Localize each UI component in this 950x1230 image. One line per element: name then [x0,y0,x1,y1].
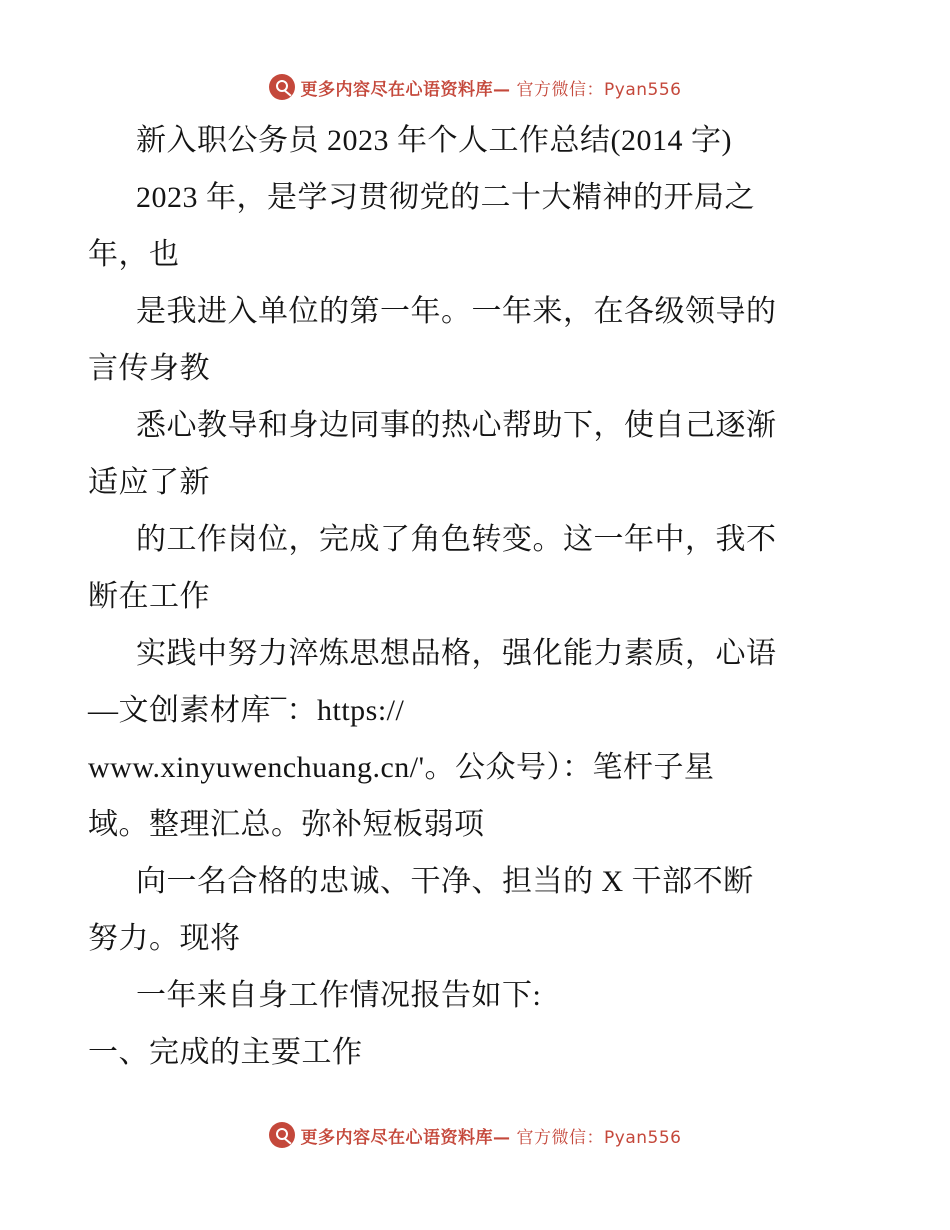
document-paragraph: 域。整理汇总。弥补短板弱项 [88,808,485,841]
document-paragraph: 实践中努力淬炼思想品格，强化能力素质，心语 [136,637,777,670]
document-paragraph-url: www.xinyuwenchuang.cn/'。公众号）：笔杆子星 [88,751,715,784]
document-paragraph: 言传身教 [88,352,210,385]
document-text-body [88,112,878,1081]
document-section-heading: 一、完成的主要工作 [88,1036,363,1069]
watermark-sub-text: 官方微信：Pyan556 [516,1127,682,1148]
document-paragraph: 是我进入单位的第一年。一年来，在各级领导的 [136,295,777,328]
document-paragraph: 悉心教导和身边同事的热心帮助下，使自己逐渐 [136,409,777,442]
document-paragraph: 适应了新 [88,466,210,499]
document-paragraph: 一年来自身工作情况报告如下: [136,979,542,1012]
document-paragraph: 2023 年，是学习贯彻党的二十大精神的开局之 [136,181,755,214]
watermark-banner-bottom [0,1122,950,1148]
watermark-main-text: 更多内容尽在心语资料库— [300,1127,511,1148]
watermark-main-text: 更多内容尽在心语资料库— [300,79,511,100]
watermark-sub-text: 官方微信：Pyan556 [516,79,682,100]
document-paragraph: 向一名合格的忠诚、干净、担当的 X 干部不断 [136,865,754,898]
watermark-banner-top [0,74,950,100]
document-paragraph: 的工作岗位，完成了角色转变。这一年中，我不 [136,523,777,556]
magnifier-circle-icon [269,74,295,100]
document-paragraph: 努力。现将 [88,922,241,955]
document-paragraph-url: —文创素材库¯：https:// [88,694,405,727]
document-paragraph: 年，也 [88,238,180,271]
magnifier-circle-icon [269,1122,295,1148]
document-paragraph: 断在工作 [88,580,210,613]
document-title: 新入职公务员 2023 年个人工作总结(2014 字) [136,124,732,157]
